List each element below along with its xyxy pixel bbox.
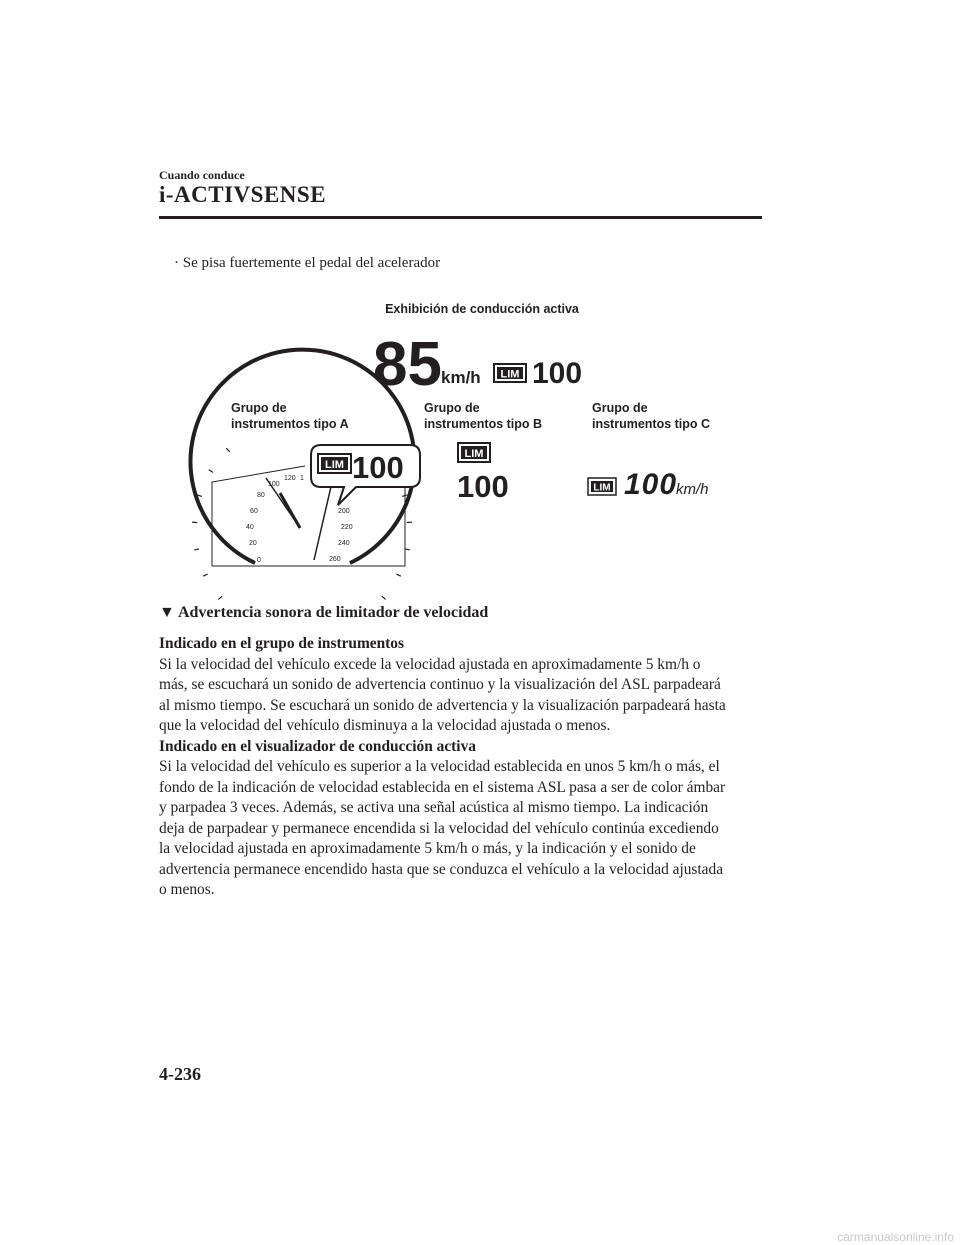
chapter-title: i-ACTIVSENSE	[159, 182, 327, 207]
hud-lim-text: LIM	[500, 368, 520, 381]
body-line: al mismo tiempo. Se escuchará un sonido de advertencia y la visualización parpadeará hasta	[159, 696, 726, 714]
gauge-label: 40	[246, 524, 254, 531]
group-b-label-line1: Grupo de	[424, 401, 480, 415]
gauge-label: 220	[341, 524, 353, 531]
subsection-title: Advertencia sonora de limitador de velocidad	[177, 604, 489, 621]
body-text	[159, 634, 769, 901]
body-line: Si la velocidad del vehículo excede la velocidad ajustada en aproximadamente 5 km/h o	[159, 655, 701, 673]
body-heading: Indicado en el grupo de instrumentos	[159, 635, 404, 652]
gauge-tick	[396, 574, 400, 576]
group-a-label-line2: instrumentos tipo A	[231, 417, 349, 431]
type-c-limit: 100	[624, 468, 678, 501]
type-a-limit: 100	[352, 450, 404, 485]
gauge-label: 260	[329, 556, 341, 563]
gauge-tick	[382, 596, 386, 599]
hud-lim-icon	[494, 364, 526, 382]
type-c-unit: km/h	[676, 481, 709, 498]
watermark: carmanualsonline.info	[837, 1230, 954, 1244]
body-line: advertencia permanece encendido hasta que se conduzca el vehículo a la velocidad ajustada	[159, 860, 724, 878]
body-line: Si la velocidad del vehículo es superior a la velocidad establecida en unos 5 km/h o más, el	[159, 758, 720, 775]
type-a-cluster	[191, 350, 420, 600]
gauge-label: 80	[257, 492, 265, 499]
type-b-display	[457, 443, 509, 504]
gauge-label: 240	[338, 540, 350, 547]
gauge-label: 100	[268, 481, 280, 488]
group-c-label-line1: Grupo de	[592, 401, 648, 415]
speed-limiter-figure	[0, 0, 960, 600]
type-b-lim-text: LIM	[464, 448, 484, 460]
body-line: o menos.	[159, 881, 215, 898]
type-c-lim-text: LIM	[593, 482, 611, 494]
gauge-label: 1	[300, 475, 304, 482]
gauge-tick	[203, 574, 207, 576]
type-b-limit: 100	[457, 469, 509, 504]
hud-unit: km/h	[441, 368, 481, 387]
body-line: que la velocidad del vehículo disminuya a la velocidad ajustada o menos.	[159, 717, 611, 734]
gauge-tick	[405, 549, 410, 550]
triangle-down-icon: ▼	[159, 604, 175, 621]
type-a-lim-text: LIM	[325, 459, 344, 471]
body-line: fondo de la indicación de velocidad establecida en el sistema ASL pasa a ser de color ámbar	[159, 778, 726, 796]
body-line: la velocidad ajustada en aproximadamente 5 km/h o más, y la indicación y el sonido de	[159, 840, 696, 857]
needle	[280, 493, 300, 528]
pointer-line	[314, 478, 333, 560]
group-c-label-line2: instrumentos tipo C	[592, 417, 711, 431]
gauge-tick	[194, 549, 199, 550]
group-b-label-line2: instrumentos tipo B	[424, 417, 543, 431]
bullet-text: Se pisa fuertemente el pedal del acelerador	[182, 255, 441, 271]
gauge-label: 0	[257, 557, 261, 564]
body-heading: Indicado en el visualizador de conducción activa	[159, 737, 476, 755]
gauge-tick	[218, 596, 222, 599]
gauge-tick	[209, 470, 213, 473]
body-line: deja de parpadear y permanece encendida si la velocidad del vehículo continúa excediendo	[159, 819, 719, 837]
hud-limit: 100	[532, 357, 583, 390]
bullet-dot: ·	[174, 255, 179, 271]
subsection-heading	[159, 604, 488, 622]
gauge-label: 120	[284, 475, 296, 482]
type-c-display	[588, 468, 709, 501]
gauge-tick	[402, 495, 407, 497]
gauge-label: 20	[249, 540, 257, 547]
body-line: y parpadea 3 veces. Además, se activa una señal acústica al mismo tiempo. La indicación	[159, 799, 709, 816]
section-label: Cuando conduce	[159, 168, 245, 182]
gauge-label: 60	[250, 508, 258, 515]
figure-caption: Exhibición de conducción activa	[385, 302, 579, 316]
gauge-tick	[226, 448, 229, 452]
group-a-label-line1: Grupo de	[231, 401, 287, 415]
hud-speed: 85	[373, 330, 442, 399]
gauge-label: 200	[338, 508, 350, 515]
page-number: 4-236	[159, 1064, 201, 1084]
body-line: más, se escuchará un sonido de advertencia continuo y la visualización del ASL parpadeará	[159, 676, 721, 693]
